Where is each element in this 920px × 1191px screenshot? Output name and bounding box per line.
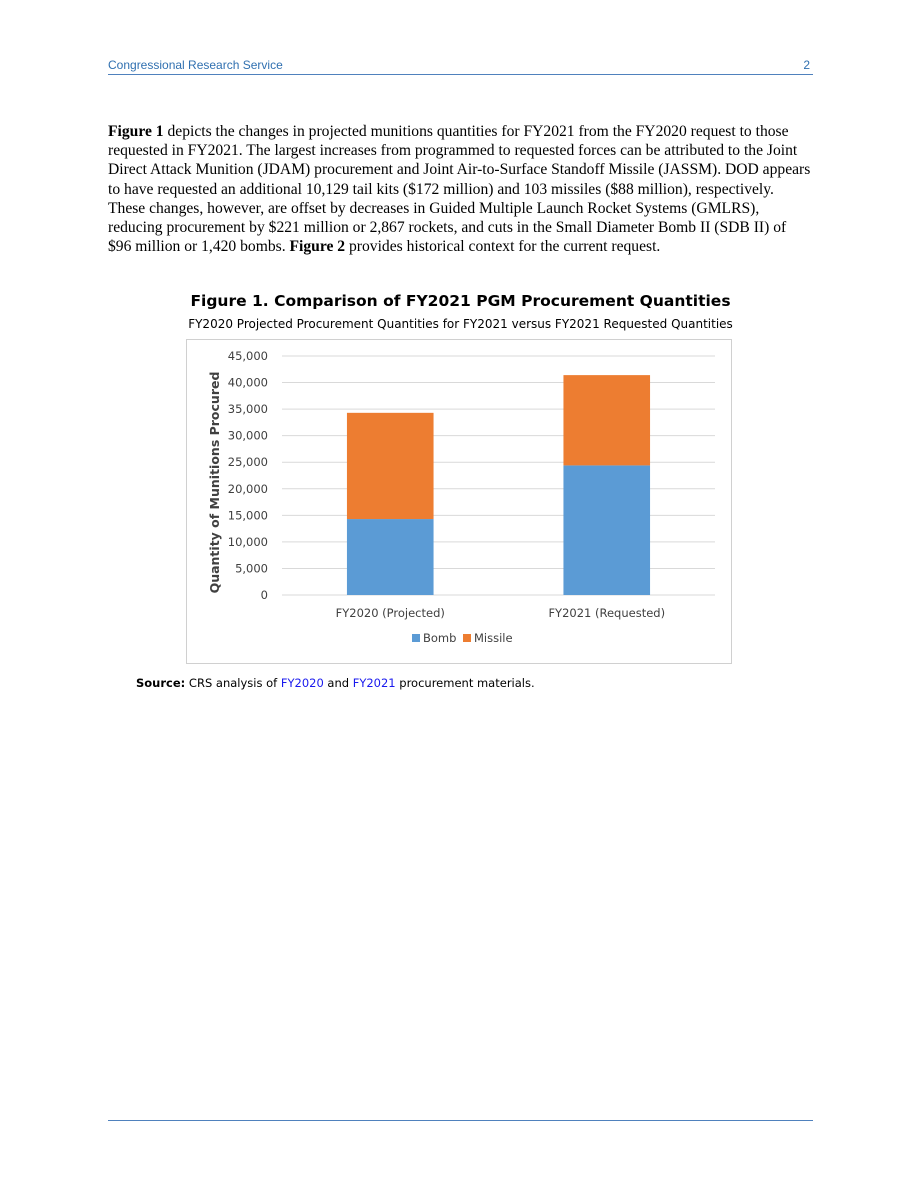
source-text-3: procurement materials.	[395, 676, 535, 690]
y-tick-label: 0	[260, 588, 268, 602]
x-tick-label: FY2020 (Projected)	[335, 606, 445, 620]
fy2020-link[interactable]: FY2020	[280, 676, 324, 690]
page-header	[108, 58, 813, 75]
bar-bomb-1	[347, 519, 434, 595]
y-tick-label: 35,000	[227, 402, 268, 417]
y-tick-label: 30,000	[227, 428, 268, 443]
bar-bomb-2	[563, 465, 650, 595]
source-text-1: CRS analysis of	[185, 676, 281, 690]
source-text-2: and	[323, 676, 353, 690]
legend-swatch-bomb	[412, 634, 420, 642]
paragraph-text-1: depicts the changes in projected munitions quantities for FY2021 from the FY2020 request to those requested in FY2021. The largest increases from programmed to requested forces can be attributed to the Joint Direct Attack Munition (JDAM) procurement and Joint Air-to-Surface Standoff Missile (JASSM). DOD appears to have requested an additional 10,129 tail kits ($172 million) and 103 missiles ($88 million), respectively. These changes, however, are offset by decreases in Guided Multiple Launch Rocket Systems (GMLRS), reducing procurement by $221 million or 2,867 rockets, and cuts in the Small Diameter Bomb II (SDB II) of $96 million or 1,420 bombs.	[108, 123, 811, 256]
chart-frame	[186, 339, 732, 664]
y-tick-label: 15,000	[227, 508, 268, 523]
figure-subtitle: FY2020 Projected Procurement Quantities for FY2021 versus FY2021 Requested Quantities	[188, 317, 733, 331]
paragraph-text-2: provides historical context for the current request.	[345, 238, 661, 256]
y-axis-title: Quantity of Munitions Procured	[207, 371, 222, 594]
legend-label-missile: Missile	[474, 631, 513, 645]
y-tick-label: 45,000	[227, 349, 268, 363]
figure-1-reference[interactable]: Figure 1	[108, 123, 164, 140]
y-tick-label: 5,000	[235, 561, 268, 576]
y-tick-label: 25,000	[227, 455, 268, 470]
page-number: 2	[803, 58, 810, 72]
x-tick-label: FY2021 (Requested)	[548, 606, 666, 620]
legend-swatch-missile	[463, 634, 471, 642]
y-tick-label: 20,000	[227, 481, 268, 496]
fy2021-link[interactable]: FY2021	[352, 676, 396, 690]
bar-missile-2	[563, 375, 650, 465]
source-label: Source:	[136, 676, 186, 690]
stacked-bar-chart	[187, 340, 731, 663]
figure-title: Figure 1. Comparison of FY2021 PGM Procurement Quantities	[190, 292, 731, 310]
y-tick-label: 10,000	[227, 534, 268, 549]
figure-2-reference[interactable]: Figure 2	[289, 238, 346, 256]
body-paragraph	[108, 122, 813, 256]
y-tick-label: 40,000	[227, 375, 268, 390]
source-note	[136, 676, 535, 690]
header-org: Congressional Research Service	[108, 58, 283, 72]
bar-missile-1	[347, 413, 434, 519]
footer-rule	[108, 1120, 813, 1121]
legend-label-bomb: Bomb	[423, 631, 457, 645]
